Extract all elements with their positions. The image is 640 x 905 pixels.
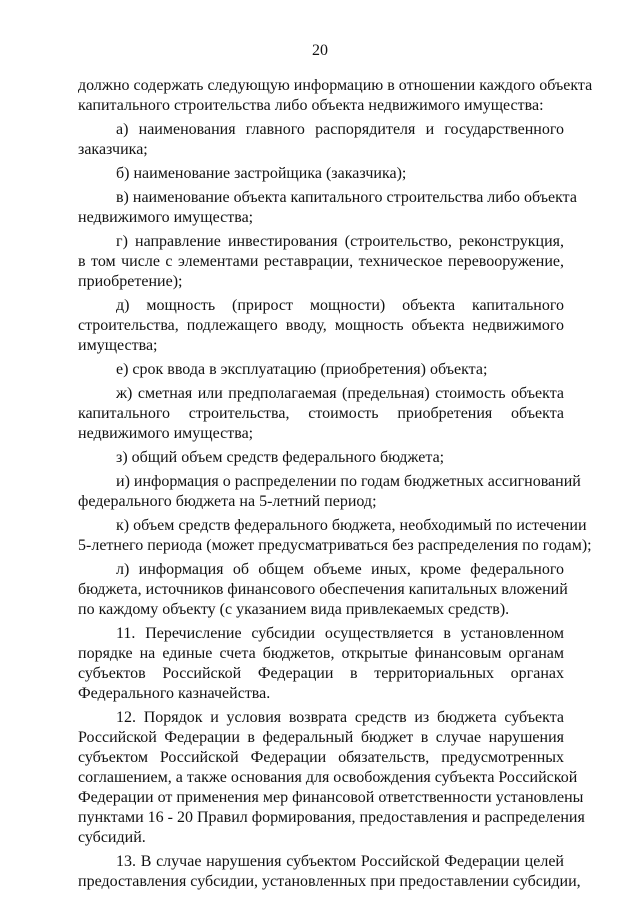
text-line: б) наименование застройщика (заказчика); bbox=[116, 165, 407, 182]
text-line: в том числе с элементами реставрации, техническое перевооружение, bbox=[78, 253, 564, 270]
text-line: пунктами 16 - 20 Правил формирования, предоставления и распределения bbox=[78, 809, 585, 826]
text-line: субъектов Российской Федерации в территориальных органах bbox=[78, 665, 564, 682]
document-body bbox=[78, 76, 593, 892]
text-line: субсидий. bbox=[78, 829, 146, 846]
text-line: бюджета, источников финансового обеспечения капитальных вложений bbox=[78, 581, 568, 598]
text-line: порядке на единые счета бюджетов, открытые финансовым органам bbox=[78, 645, 564, 662]
text-line: заказчика; bbox=[78, 141, 148, 158]
text-line: предоставления субсидии, установленных при предоставлении субсидии, bbox=[78, 873, 581, 890]
text-line: г) направление инвестирования (строительство, реконструкция, bbox=[116, 233, 564, 250]
text-line: капитального строительства либо объекта недвижимого имущества: bbox=[78, 97, 544, 114]
text-line: Российской Федерации в федеральный бюджет в случае нарушения bbox=[78, 729, 564, 746]
text-line: л) информация об общем объеме иных, кроме федерального bbox=[116, 561, 564, 578]
text-line: имущества; bbox=[78, 337, 158, 354]
text-line: е) срок ввода в эксплуатацию (приобретения) объекта; bbox=[116, 361, 488, 378]
text-line: соглашением, а также основания для освобождения субъекта Российской bbox=[78, 769, 578, 786]
text-line: з) общий объем средств федерального бюджета; bbox=[116, 449, 445, 466]
text-line: ж) сметная или предполагаемая (предельная) стоимость объекта bbox=[116, 385, 564, 402]
text-line: и) информация о распределении по годам бюджетных ассигнований bbox=[116, 473, 581, 490]
text-line: капитального строительства, стоимость приобретения объекта bbox=[78, 405, 564, 422]
text-line: субъектом Российской Федерации обязательств, предусмотренных bbox=[78, 749, 564, 766]
text-line: к) объем средств федерального бюджета, необходимый по истечении bbox=[116, 517, 587, 534]
text-line: приобретение); bbox=[78, 273, 183, 290]
text-line: должно содержать следующую информацию в отношении каждого объекта bbox=[78, 77, 593, 94]
text-line: д) мощность (прирост мощности) объекта капитального bbox=[116, 297, 564, 314]
text-line: 5-летнего периода (может предусматриваться без распределения по годам); bbox=[78, 537, 592, 554]
text-line: федерального бюджета на 5-летний период; bbox=[78, 493, 377, 510]
text-line: 12. Порядок и условия возврата средств из бюджета субъекта bbox=[116, 709, 564, 726]
text-line: 11. Перечисление субсидии осуществляется в установленном bbox=[116, 625, 564, 642]
text-line: недвижимого имущества; bbox=[78, 209, 254, 226]
text-line: недвижимого имущества; bbox=[78, 425, 254, 442]
text-line: в) наименование объекта капитального строительства либо объекта bbox=[116, 189, 577, 206]
text-line: Федерального казначейства. bbox=[78, 685, 271, 702]
text-line: по каждому объекту (с указанием вида привлекаемых средств). bbox=[78, 601, 510, 618]
text-line: а) наименования главного распорядителя и государственного bbox=[116, 121, 564, 138]
text-line: 13. В случае нарушения субъектом Российской Федерации целей bbox=[116, 853, 564, 870]
page-number: 20 bbox=[312, 42, 328, 59]
text-line: Федерации от применения мер финансовой ответственности установлены bbox=[78, 789, 584, 806]
text-line: строительства, подлежащего вводу, мощность объекта недвижимого bbox=[78, 317, 564, 334]
